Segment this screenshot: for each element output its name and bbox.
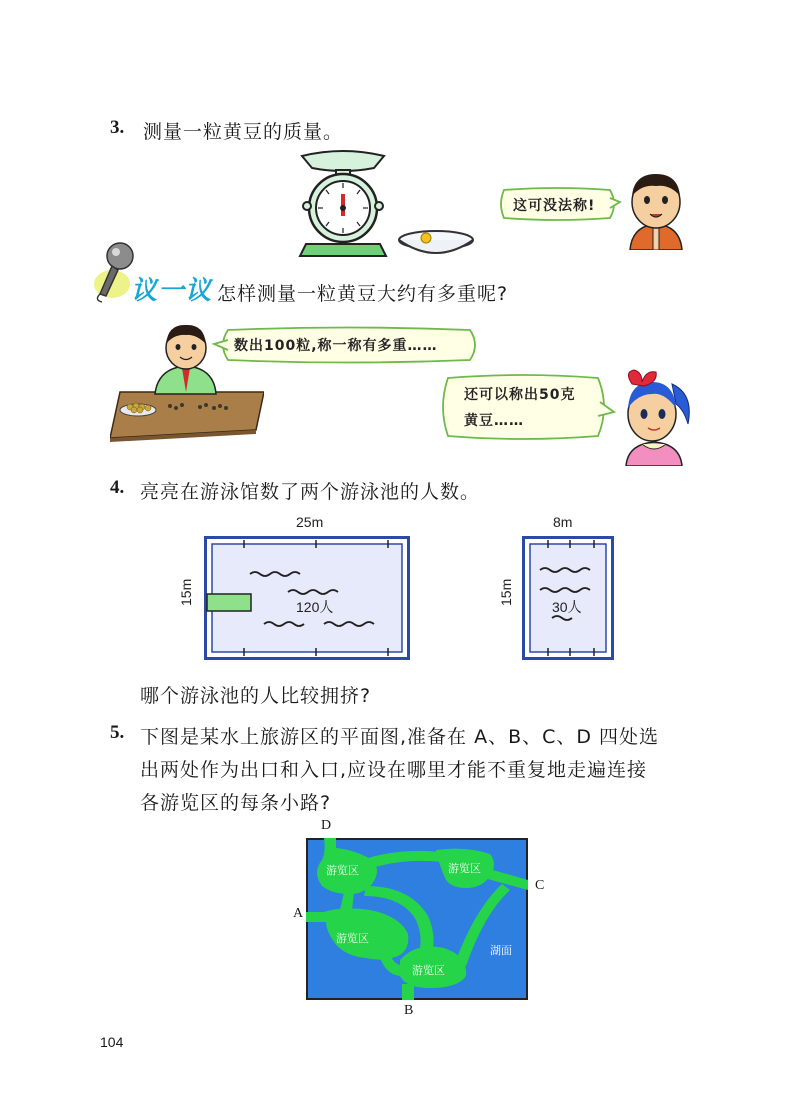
question-3-text: 测量一粒黄豆的质量。 xyxy=(143,121,344,143)
question-4-followup: 哪个游泳池的人比较拥挤? xyxy=(140,685,372,707)
page-number: 104 xyxy=(100,1034,124,1050)
map-lake-label: 湖面 xyxy=(490,944,512,957)
boy-character-portrait xyxy=(620,168,692,250)
dish-with-bean xyxy=(396,226,476,260)
question-5-number: 5. xyxy=(110,722,125,743)
question-5-line1: 下图是某水上旅游区的平面图,准备在 A、B、C、D 四处选 xyxy=(140,726,660,748)
speech-bubble-shape xyxy=(438,372,618,442)
question-5-line3: 各游览区的每条小路? xyxy=(140,792,332,814)
girl-speech-line2: 黄豆…… xyxy=(464,413,524,429)
boy-speech-no-weigh: 这可没法称! xyxy=(513,198,596,214)
map-point-b: B xyxy=(404,1003,414,1018)
pool2-length-label: 8m xyxy=(553,514,573,530)
pool2-width-label: 15m xyxy=(498,578,514,606)
girl-character-portrait xyxy=(612,364,696,466)
pool1-length-label: 25m xyxy=(296,514,324,530)
map-area-label-bottom: 游览区 xyxy=(412,964,445,977)
discuss-title: 议一议 xyxy=(131,276,213,306)
map-point-a: A xyxy=(293,906,304,921)
pool1-width-label: 15m xyxy=(178,578,194,606)
discuss-question: 怎样测量一粒黄豆大约有多重呢? xyxy=(217,283,509,305)
pool1-people-count: 120人 xyxy=(296,599,334,615)
map-area-label-top-right: 游览区 xyxy=(448,862,481,875)
pool2-people-count: 30人 xyxy=(552,599,582,615)
map-point-d: D xyxy=(321,818,332,833)
question-5-line2: 出两处作为出口和入口,应设在哪里才能不重复地走遍连接 xyxy=(140,759,648,781)
question-3-number: 3. xyxy=(110,117,125,138)
map-point-c: C xyxy=(535,878,545,893)
map-area-label-top-left: 游览区 xyxy=(326,864,359,877)
scale-illustration xyxy=(296,148,390,258)
boy-speech-count-100: 数出100粒,称一称有多重…… xyxy=(234,338,438,354)
map-area-label-left: 游览区 xyxy=(336,932,369,945)
question-4-number: 4. xyxy=(110,477,125,498)
question-4-text: 亮亮在游泳馆数了两个游泳池的人数。 xyxy=(140,481,481,503)
girl-speech-line1: 还可以称出50克 xyxy=(464,387,576,403)
tourist-area-map xyxy=(306,838,528,1000)
